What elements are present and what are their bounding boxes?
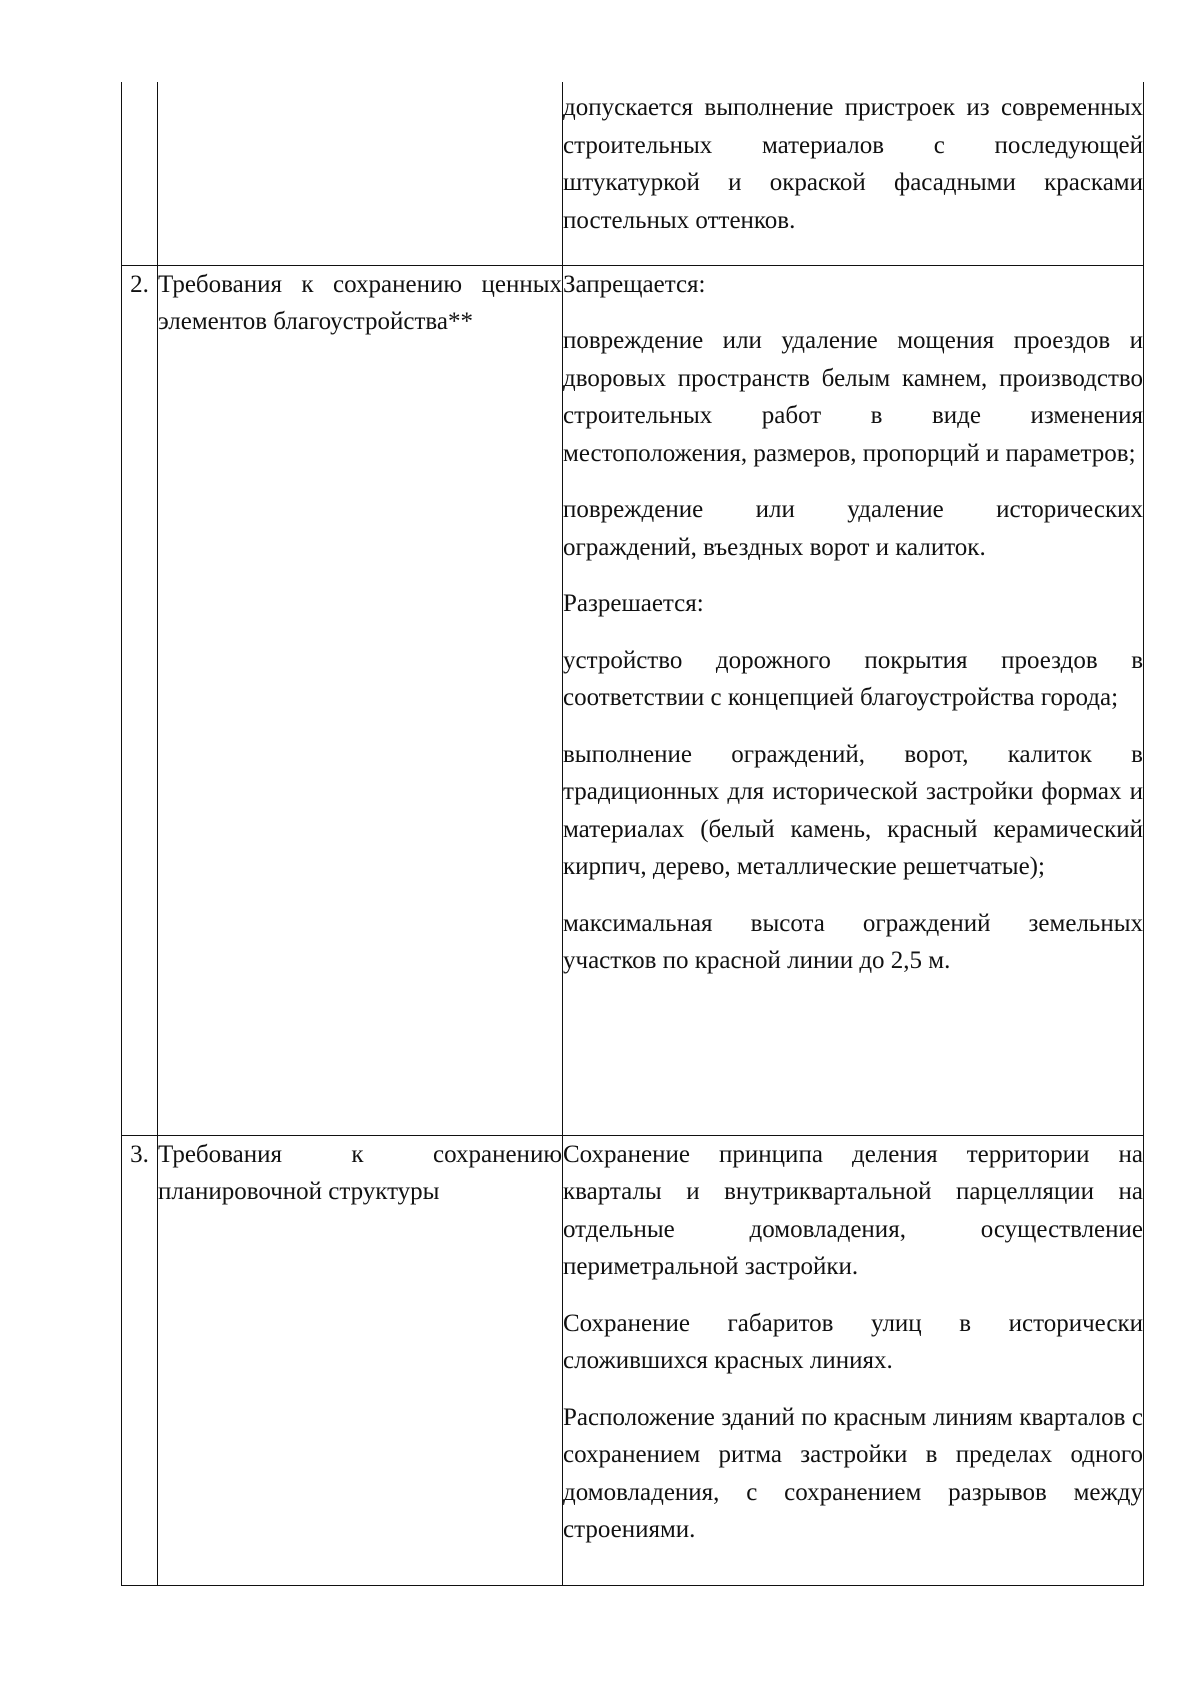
requirement-name-cell — [158, 1135, 563, 1585]
paragraph: Сохранение принципа деления территории на кварталы и внутриквартальной парцелляции на отдельные домовладения, осуществление периметральной застройки. — [563, 1140, 1143, 1280]
paragraph-prohibited-heading: Запрещается: — [563, 270, 706, 298]
requirement-text-cell — [563, 1135, 1144, 1585]
row-number: 2. — [130, 270, 149, 298]
table-row-continued — [122, 82, 1144, 265]
requirement-name: Требования к сохранению планировочной структуры — [158, 1140, 562, 1205]
paragraph: повреждение или удаление исторических ограждений, въездных ворот и калиток. — [563, 496, 1143, 561]
paragraph: устройство дорожного покрытия проездов в соответствии с концепцией благоустройства города; — [563, 646, 1143, 711]
paragraph: выполнение ограждений, ворот, калиток в традиционных для исторической застройки формах и материалах (белый камень, красный керамический кирпич, дерево, металлические решетчатые); — [563, 740, 1143, 880]
requirement-text-cell — [563, 82, 1144, 265]
paragraph: Сохранение габаритов улиц в исторически сложившихся красных линиях. — [563, 1309, 1143, 1374]
paragraph-allowed-heading: Разрешается: — [563, 590, 704, 617]
row-number-cell — [122, 1135, 158, 1585]
paragraph: максимальная высота ограждений земельных участков по красной линии до 2,5 м. — [563, 909, 1143, 974]
requirement-name-cell — [158, 82, 563, 265]
row-number-cell — [122, 265, 158, 1135]
paragraph: повреждение или удаление мощения проездов и дворовых пространств белым камнем, производство строительных работ в виде изменения местоположения, размеров, пропорций и параметров; — [563, 327, 1143, 467]
paragraph: Расположение зданий по красным линиям кварталов с сохранением ритма застройки в пределах одного домовладения, с сохранением разрывов между строениями. — [563, 1403, 1143, 1543]
row-number-cell — [122, 82, 158, 265]
requirement-name-cell — [158, 265, 563, 1135]
table-row-2 — [122, 265, 1144, 1135]
requirements-table — [121, 82, 1144, 1586]
requirement-text-cell — [563, 265, 1144, 1135]
table-row-3 — [122, 1135, 1144, 1585]
requirement-name: Требования к сохранению ценных элементов благоустройства** — [158, 270, 562, 335]
row-number: 3. — [130, 1140, 149, 1168]
paragraph: допускается выполнение пристроек из современных строительных материалов с последующей штукатуркой и окраской фасадными красками постельных оттенков. — [563, 94, 1143, 234]
